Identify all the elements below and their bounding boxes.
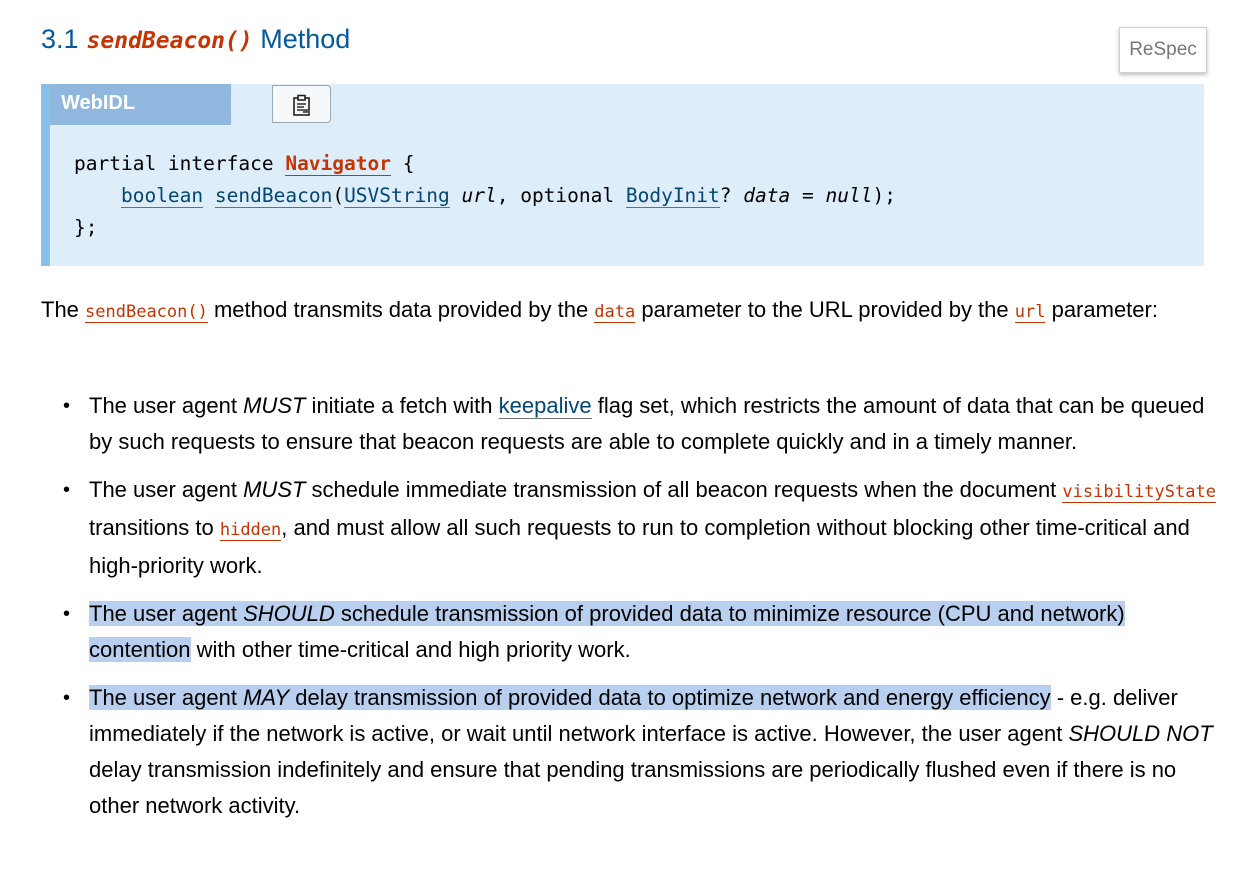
text: delay transmission of provided data to optimize network and energy efficiency (289, 685, 1051, 710)
idl-brace: { (391, 152, 415, 175)
usvstring-type-link[interactable]: USVString (344, 184, 450, 207)
rfc-keyword: MUST (243, 393, 306, 418)
hidden-link[interactable]: hidden (219, 520, 282, 540)
webidl-block (41, 84, 1204, 266)
method-name: sendBeacon() (86, 28, 253, 54)
requirements-list (89, 388, 1219, 836)
section-heading (41, 22, 350, 58)
webidl-label: WebIDL (61, 92, 136, 114)
text: with other time-critical and high priority work. (190, 637, 631, 662)
respec-button[interactable]: ReSpec (1119, 27, 1207, 73)
idl-optional: , optional (496, 184, 626, 207)
text: - e.g. deliver immediately if the network is active, or wait until network interface is active. However, the user agent (89, 685, 1178, 746)
webidl-header (50, 84, 231, 125)
text: , and must allow all such requests to run to completion without blocking other time-critical and high-priority work. (89, 515, 1190, 578)
keepalive-link[interactable]: keepalive (498, 393, 592, 418)
text: The user agent (89, 601, 244, 626)
sendbeacon-link[interactable]: sendBeacon() (85, 302, 208, 322)
url-param-link[interactable]: url (1014, 302, 1046, 322)
text: The user agent (89, 685, 244, 710)
webidl-side-bar (41, 84, 50, 266)
clipboard-icon (291, 94, 313, 116)
list-item (89, 472, 1219, 584)
data-param: data (743, 184, 791, 207)
text: method transmits data provided by the (207, 297, 595, 322)
url-param: url (461, 184, 497, 207)
text: initiate a fetch with (305, 393, 499, 418)
text: flag set, which restricts the amount of data that can be queued by such requests to ensure that beacon requests are able to complete quickly and in a timely manner. (89, 393, 1205, 454)
data-param-link[interactable]: data (594, 302, 636, 322)
boolean-type-link[interactable]: boolean (120, 184, 204, 207)
visibilitystate-link[interactable]: visibilityState (1062, 482, 1216, 502)
text: schedule immediate transmission of all beacon requests when the document (305, 477, 1063, 502)
idl-line-3: }; (74, 216, 98, 239)
heading-suffix: Method (260, 24, 351, 54)
navigator-interface-link[interactable]: Navigator (285, 152, 391, 175)
idl-line-2 (74, 180, 896, 212)
bodyinit-type-link[interactable]: BodyInit (625, 184, 720, 207)
text: schedule transmission of provided data to minimize resource (CPU and network) contention (89, 601, 1125, 662)
idl-code (74, 148, 896, 244)
idl-nullable: ? (719, 184, 732, 207)
sendbeacon-method-link[interactable]: sendBeacon (214, 184, 333, 207)
idl-line-1 (74, 148, 896, 180)
copy-idl-button[interactable] (272, 85, 331, 123)
rfc-keyword: MUST (243, 477, 306, 502)
idl-equals: = (790, 184, 826, 207)
highlighted-text (89, 685, 1051, 710)
intro-paragraph (41, 292, 1206, 330)
null-default: null (825, 184, 873, 207)
list-item (89, 680, 1219, 824)
text: parameter: (1045, 297, 1158, 322)
text: The (41, 297, 86, 322)
rfc-keyword: SHOULD (243, 601, 335, 626)
list-item (89, 388, 1219, 460)
text: The user agent (89, 477, 244, 502)
text: transitions to (89, 515, 220, 540)
list-item (89, 596, 1219, 668)
rfc-keyword: MAY (243, 685, 290, 710)
idl-close: ); (872, 184, 896, 207)
idl-paren: ( (332, 184, 345, 207)
text: parameter to the URL provided by the (635, 297, 1015, 322)
idl-keyword: partial interface (74, 152, 286, 175)
text: The user agent (89, 393, 244, 418)
rfc-keyword: SHOULD NOT (1068, 721, 1213, 746)
section-number: 3.1 (41, 24, 79, 54)
text: delay transmission indefinitely and ensure that pending transmissions are periodically flushed even if there is no other network activity. (89, 757, 1177, 818)
